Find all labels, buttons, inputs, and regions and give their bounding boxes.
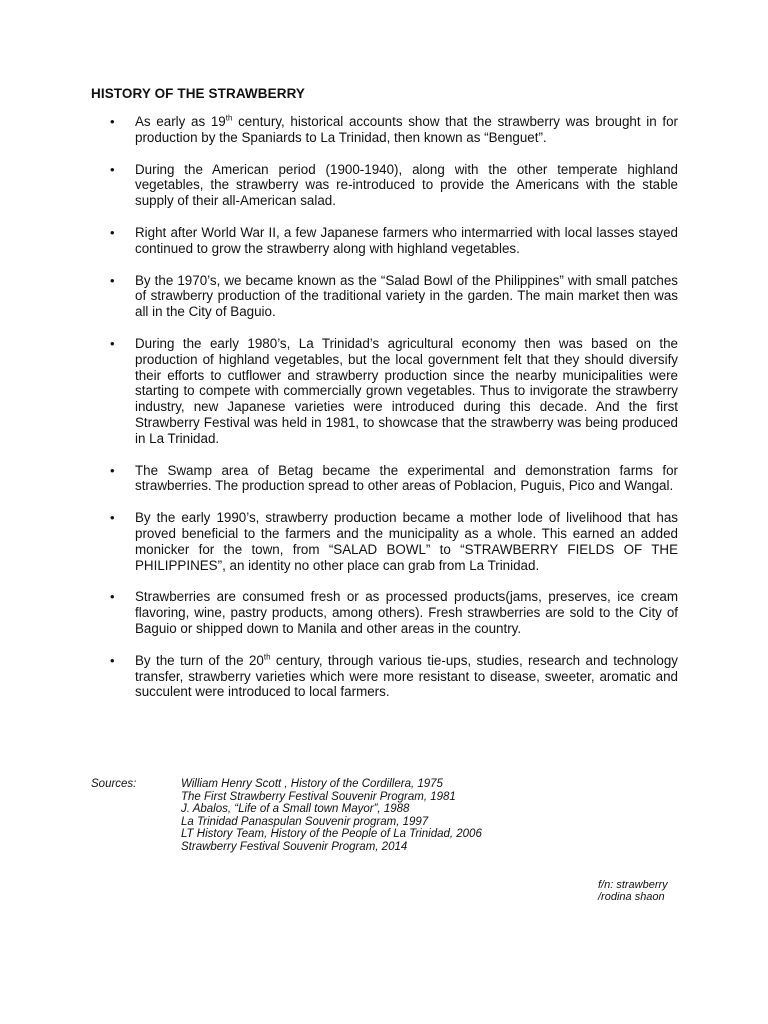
bullet-text: As early as 19 [135, 114, 226, 129]
bullet-icon: • [110, 114, 115, 129]
source-item: LT History Team, History of the People of La Trinidad, 2006 [181, 828, 482, 841]
bullet-text-cont: century, through various tie-ups, studies, research and technology transfer, strawberry varieties which were more resistant to disease, sweeter, aromatic and succulent were introduced to local farmers. [135, 652, 678, 700]
bullet-text: Strawberries are consumed fresh or as processed products(jams, preserves, ice cream flavoring, wine, pastry products, among others). Fresh strawberries are sold to the City of Baguio or shipped down to Manila and other areas in the country. [135, 589, 678, 636]
bullet-text: By the 1970’s, we became known as the “Salad Bowl of the Philippines” with small patches of strawberry production of the traditional variety in the garden. The main market then was all in the City of Baguio. [135, 272, 678, 320]
bullet-text: During the early 1980’s, La Trinidad’s agricultural economy then was based on the production of highland vegetables, but the local government felt that they should diversify their efforts to cutflower and strawberry production since the nearby municipalities were starting to compete with commercially grown vegetables. Thus to invigorate the strawberry industry, new Japanese varieties were introduced during this decade. And the first Strawberry Festival was held in 1981, to showcase that the strawberry was being produced in La Trinidad. [135, 335, 678, 446]
source-item: J. Abalos, “Life of a Small town Mayor”, 1988 [181, 803, 410, 816]
bullet-icon: • [110, 161, 115, 177]
list-item [110, 589, 678, 636]
bullet-text: During the American period (1900-1940), along with the other temperate highland vegetables, the strawberry was re-introduced to provide the Americans with the stable supply of their all-American salad. [135, 161, 678, 209]
list-item [110, 162, 678, 209]
list-item [110, 273, 678, 320]
history-bullet-list [110, 114, 678, 716]
superscript: th [225, 113, 233, 123]
bullet-icon: • [110, 589, 115, 605]
sources-list [181, 778, 601, 854]
file-note-author: /rodina shaon [598, 891, 665, 904]
page-title: HISTORY OF THE STRAWBERRY [91, 86, 306, 101]
bullet-text: The Swamp area of Betag became the experimental and demonstration farms for strawberries. The production spread to other areas of Poblacion, Puguis, Pico and Wangal. [135, 462, 678, 494]
bullet-text: By the turn of the 20 [135, 652, 264, 668]
file-note-filename: f/n: strawberry [598, 879, 668, 891]
list-item [110, 336, 678, 447]
bullet-icon: • [110, 335, 115, 351]
bullet-icon: • [110, 272, 115, 288]
list-item [110, 114, 678, 146]
bullet-text-cont: century, historical accounts show that the strawberry was brought in for production by the Spaniards to La Trinidad, then known as “Benguet”. [135, 114, 678, 145]
list-item [110, 463, 678, 495]
list-item [110, 653, 678, 700]
source-item: William Henry Scott , History of the Cordillera, 1975 [181, 778, 443, 790]
list-item [110, 510, 678, 573]
source-item: The First Strawberry Festival Souvenir Program, 1981 [181, 790, 456, 803]
bullet-icon: • [110, 510, 115, 526]
bullet-icon: • [110, 652, 115, 668]
bullet-icon: • [110, 462, 115, 478]
list-item [110, 225, 678, 257]
bullet-text: By the early 1990’s, strawberry production became a mother lode of livelihood that has proved beneficial to the farmers and the municipality as a whole. This earned an added monicker for the town, from “SALAD BOWL” to “STRAWBERRY FIELDS OF THE PHILIPPINES”, an identity no other place can grab from La Trinidad. [135, 510, 678, 573]
source-item: La Trinidad Panaspulan Souvenir program, 1997 [181, 815, 429, 828]
sources-label: Sources: [91, 778, 137, 790]
source-item: Strawberry Festival Souvenir Program, 2014 [181, 840, 408, 853]
bullet-text: Right after World War II, a few Japanese farmers who intermarried with local lasses stayed continued to grow the strawberry along with highland vegetables. [135, 224, 678, 256]
superscript: th [263, 652, 271, 662]
file-note [598, 879, 668, 904]
bullet-icon: • [110, 224, 115, 240]
